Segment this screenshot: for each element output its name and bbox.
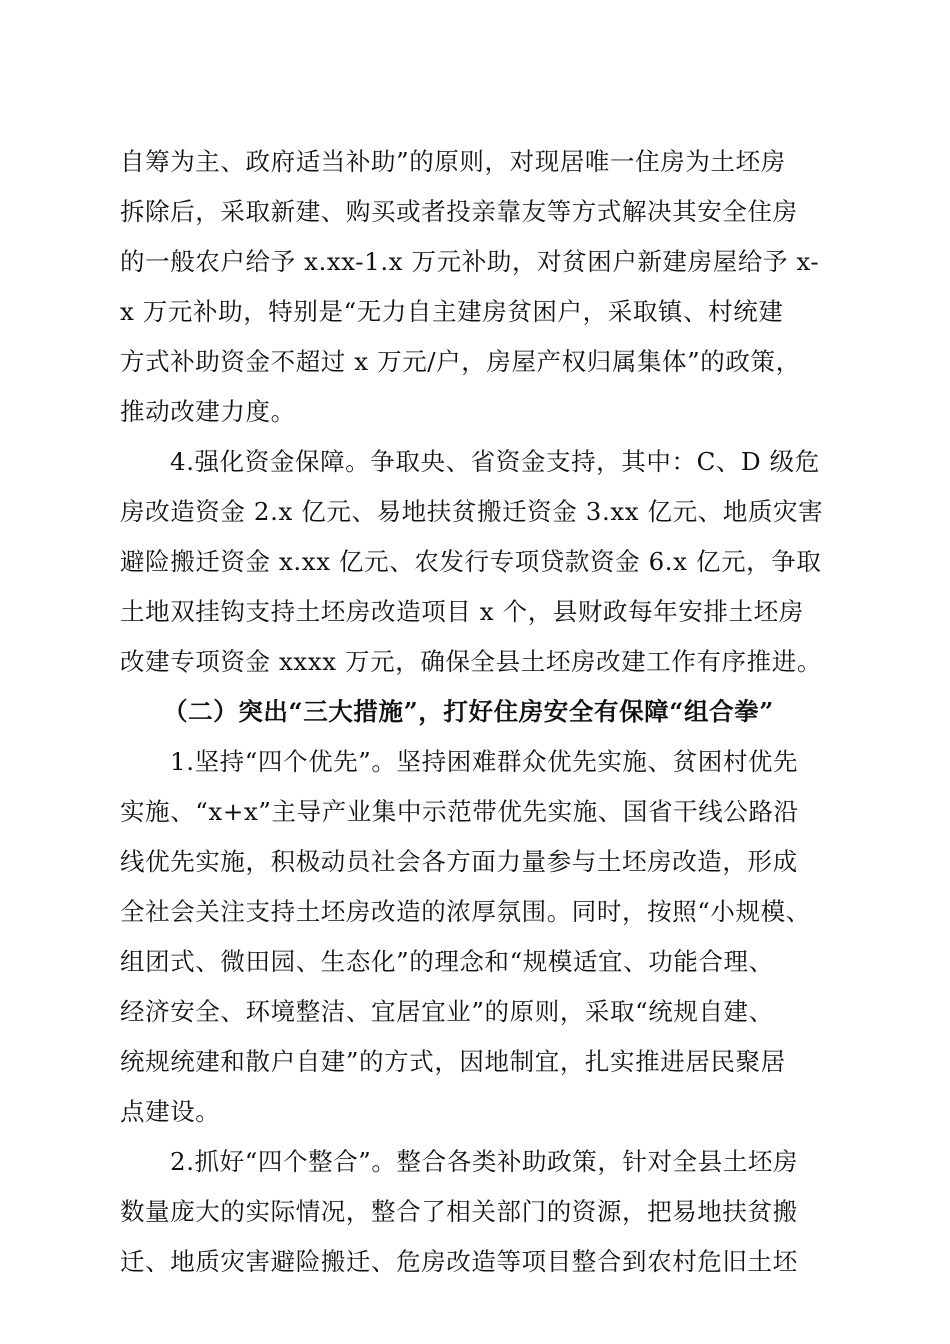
text-line: 的一般农户给予 x.xx-1.x 万元补助，对贫困户新建房屋给予 x- <box>120 247 820 276</box>
text-line: 避险搬迁资金 x.xx 亿元、农发行专项贷款资金 6.x 亿元，争取 <box>120 547 822 576</box>
text-line: 方式补助资金不超过 x 万元/户，房屋产权归属集体”的政策， <box>120 347 801 376</box>
paragraph-start-priorities: 1.坚持“四个优先”。坚持困难群众优先实施、贫困村优先 <box>170 747 799 776</box>
section-heading: （二）突出“三大措施”，打好住房安全有保障“组合拳” <box>163 697 774 726</box>
text-line: 数量庞大的实际情况，整合了相关部门的资源，把易地扶贫搬 <box>120 1197 798 1226</box>
text-line: 自筹为主、政府适当补助”的原则，对现居唯一住房为土坯房 <box>120 147 786 176</box>
paragraph-start-integration: 2.抓好“四个整合”。整合各类补助政策，针对全县土坯房 <box>170 1147 799 1176</box>
paragraph-start-funding: 4.强化资金保障。争取央、省资金支持，其中：C、D 级危 <box>170 447 820 476</box>
text-line: 迁、地质灾害避险搬迁、危房改造等项目整合到农村危旧土坯 <box>120 1247 798 1276</box>
text-line: 推动改建力度。 <box>120 397 296 426</box>
text-line: 组团式、微田园、生态化”的理念和“规模适宜、功能合理、 <box>120 947 774 976</box>
text-line: 经济安全、环境整洁、宜居宜业”的原则，采取“统规自建、 <box>120 997 774 1026</box>
text-line: 实施、“x+x”主导产业集中示范带优先实施、国省干线公路沿 <box>120 797 799 826</box>
text-line: 全社会关注支持土坯房改造的浓厚氛围。同时，按照“小规模、 <box>120 897 811 926</box>
text-line: 统规统建和散户自建”的方式，因地制宜，扎实推进居民聚居 <box>120 1047 786 1076</box>
text-line: 线优先实施，积极动员社会各方面力量参与土坯房改造，形成 <box>120 847 798 876</box>
text-line: 房改造资金 2.x 亿元、易地扶贫搬迁资金 3.xx 亿元、地质灾害 <box>120 497 824 526</box>
text-line: 土地双挂钩支持土坯房改造项目 x 个，县财政每年安排土坯房 <box>120 597 804 626</box>
text-line: 点建设。 <box>120 1097 221 1126</box>
text-line: x 万元补助，特别是“无力自主建房贫困户，采取镇、村统建 <box>120 297 784 326</box>
text-line: 拆除后，采取新建、购买或者投亲靠友等方式解决其安全住房 <box>120 197 798 226</box>
text-line: 改建专项资金 xxxx 万元，确保全县土坯房改建工作有序推进。 <box>120 647 822 676</box>
